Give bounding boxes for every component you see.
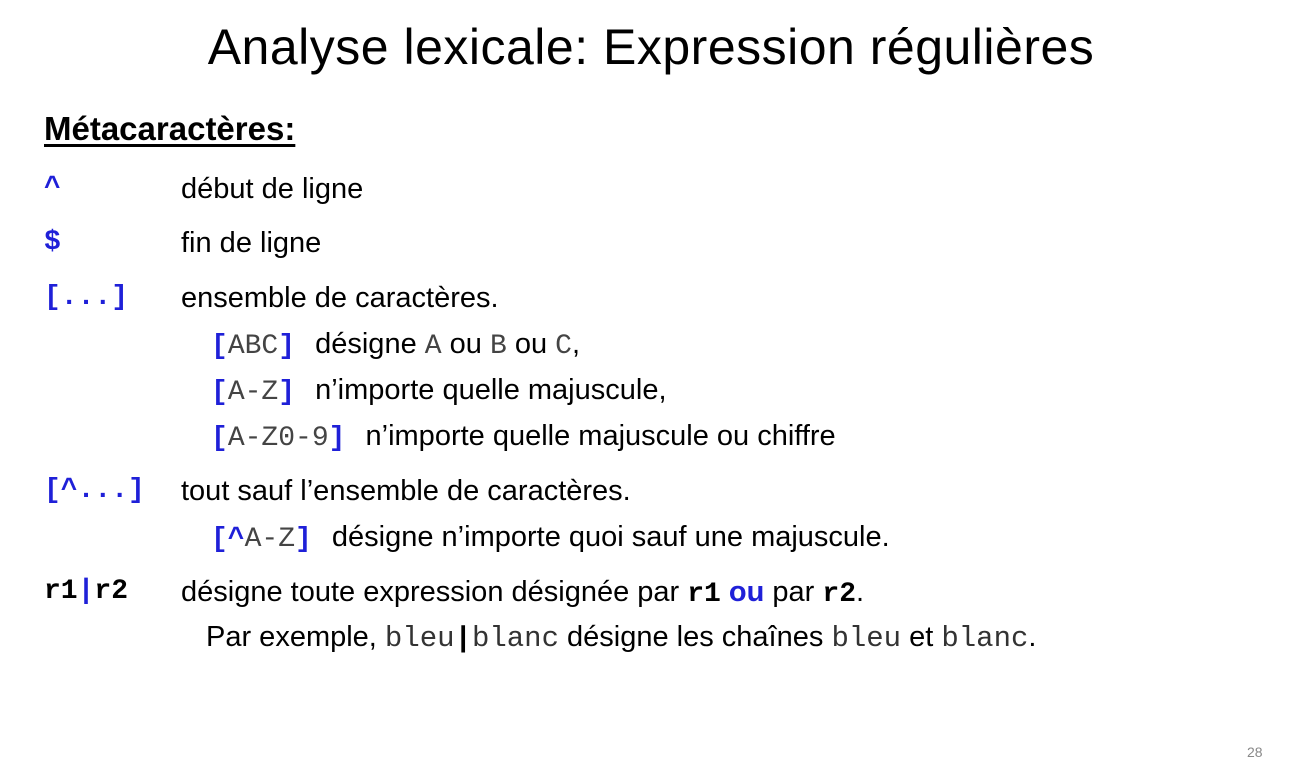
example-chars: A-Z0-9	[227, 423, 329, 454]
ou-text: ou	[506, 328, 556, 360]
desc-alternation	[181, 576, 864, 610]
comma: ,	[571, 328, 581, 360]
symbol-alternation	[44, 576, 128, 607]
desc-set: ensemble de caractères.	[181, 282, 499, 314]
par-text: par	[764, 576, 823, 608]
inline-r1: r1	[687, 579, 721, 610]
char-b: B	[489, 331, 507, 362]
example-pipe: |	[454, 622, 472, 655]
symbol-set: [...]	[44, 282, 129, 313]
symbol-negated-set: [^...]	[44, 475, 145, 506]
symbol-pipe: |	[77, 576, 95, 607]
example-text: n’importe quelle majuscule,	[315, 374, 667, 406]
char-a: A	[424, 331, 442, 362]
example-chars: ABC	[227, 331, 279, 362]
example-et: et	[901, 621, 942, 653]
symbol-r2: r2	[94, 576, 129, 607]
char-c: C	[555, 331, 572, 362]
bracket-open: [	[211, 377, 228, 408]
symbol-r1: r1	[44, 576, 78, 607]
desc-dollar: fin de ligne	[181, 227, 322, 259]
word-bleu-2: bleu	[831, 622, 902, 655]
example-pre: Par exemple,	[206, 621, 385, 653]
bracket-open: [	[211, 423, 228, 454]
example-text: n’importe quelle majuscule ou chiffre	[365, 420, 836, 452]
word-bleu: bleu	[384, 622, 455, 655]
example-text: désigne	[315, 328, 425, 360]
page-number: 28	[1247, 744, 1263, 760]
desc-caret: début de ligne	[181, 173, 364, 205]
bracket-open: [	[211, 331, 228, 362]
word-blanc-2: blanc	[941, 622, 1029, 655]
example-end: .	[1028, 621, 1037, 653]
word-blanc: blanc	[471, 622, 559, 655]
example-chars: A-Z	[227, 377, 279, 408]
ou-text: ou	[441, 328, 490, 360]
section-heading: Métacaractères:	[44, 110, 296, 147]
bracket-close: ]	[278, 377, 296, 408]
example-a-z0-9	[211, 420, 836, 454]
bracket-close: ]	[295, 524, 312, 555]
dot: .	[856, 576, 865, 608]
example-negated	[211, 521, 890, 555]
example-a-z	[211, 374, 667, 408]
example-abc	[211, 328, 580, 362]
bracket-open: [^	[211, 524, 245, 555]
slide-title: Analyse lexicale: Expression régulières	[207, 19, 1095, 75]
example-alternation	[206, 621, 1036, 655]
example-mid: désigne les chaînes	[558, 621, 832, 653]
inline-r2: r2	[822, 579, 856, 610]
bracket-close: ]	[278, 331, 296, 362]
example-text: désigne n’importe quoi sauf une majuscule.	[331, 521, 890, 553]
symbol-dollar: $	[44, 227, 61, 258]
desc-text: désigne toute expression désignée par	[181, 576, 688, 608]
desc-negated-set: tout sauf l’ensemble de caractères.	[181, 475, 631, 507]
example-chars: A-Z	[244, 524, 296, 555]
inline-ou: ou	[728, 576, 765, 608]
symbol-caret: ^	[44, 173, 61, 204]
bracket-close: ]	[328, 423, 346, 454]
